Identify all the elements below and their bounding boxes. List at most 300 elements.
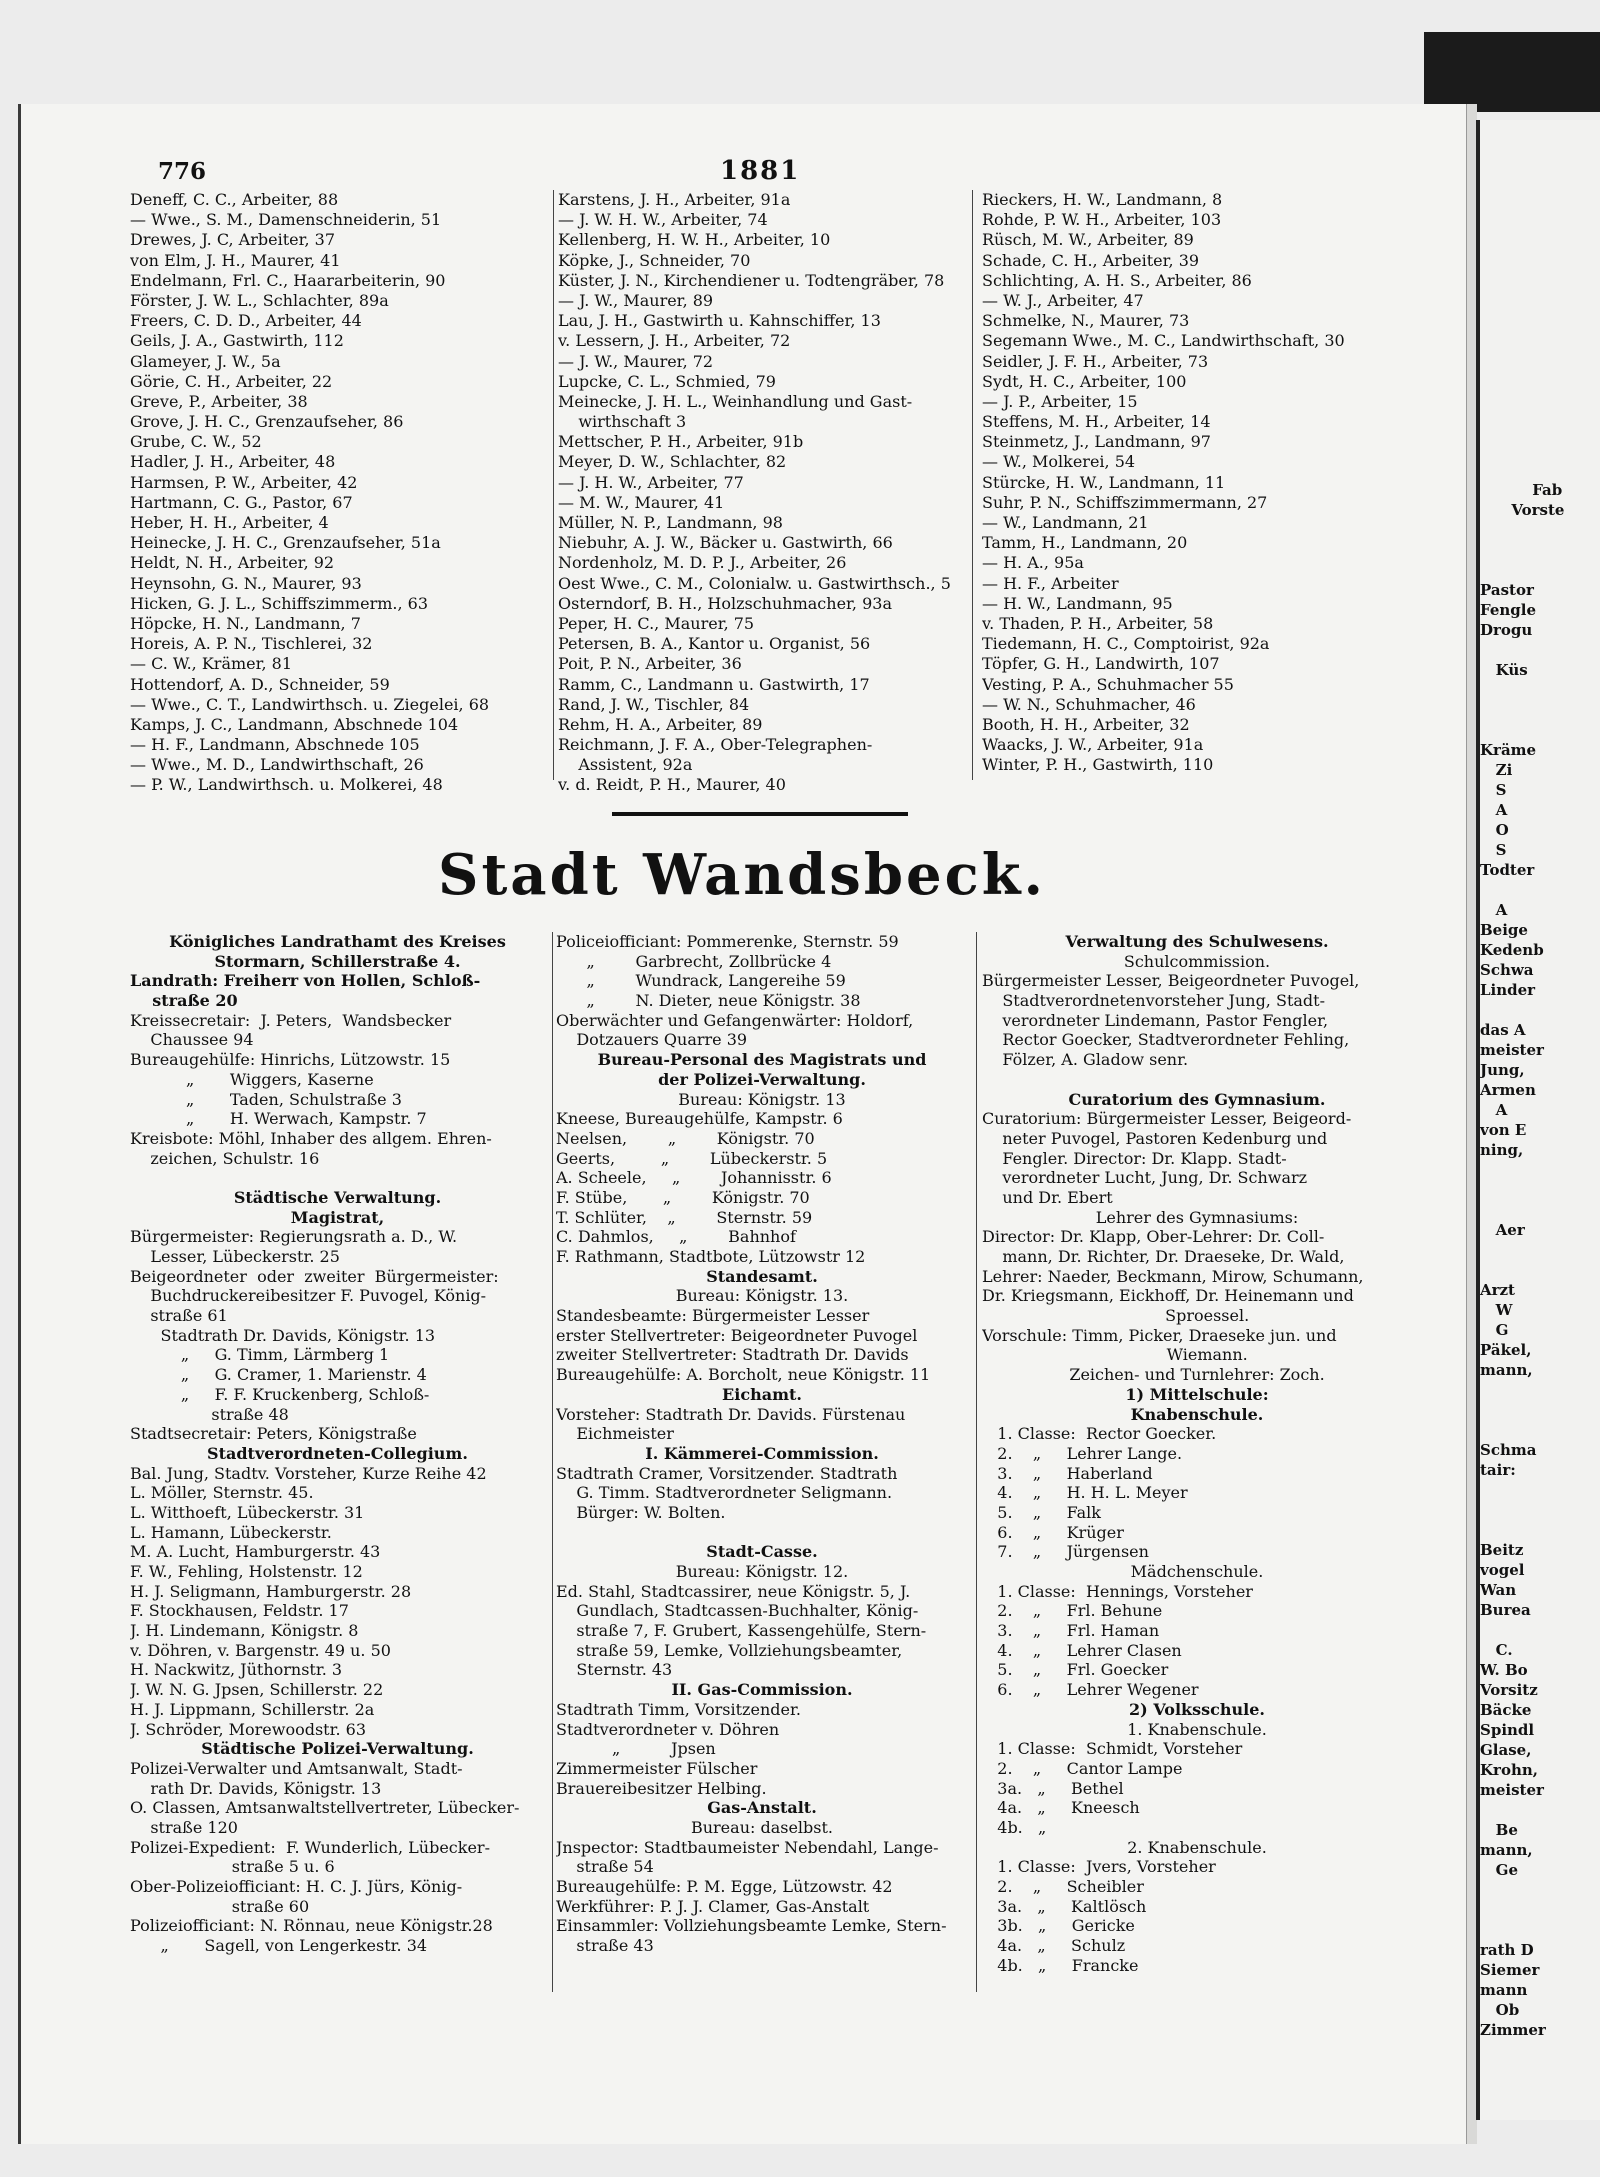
fragment-line xyxy=(1480,680,1600,700)
office-entry: Geerts, „ Lübeckerstr. 5 xyxy=(556,1148,828,1168)
directory-entry: v. Lessern, J. H., Arbeiter, 72 xyxy=(558,331,791,351)
office-entry: H. J. Lippmann, Schillerstr. 2a xyxy=(130,1699,375,1719)
office-entry: Eichmeister xyxy=(556,1424,674,1444)
fragment-line: A xyxy=(1480,801,1508,819)
fragment-line: Jung, xyxy=(1480,1061,1525,1079)
office-entry: 1. Classe: Schmidt, Vorsteher xyxy=(982,1739,1243,1759)
section-title: Stadt Wandsbeck. xyxy=(438,842,1046,908)
directory-entry: Oest Wwe., C. M., Colonialw. u. Gastwirthsch., 5 xyxy=(558,573,951,593)
directory-entry: Heldt, N. H., Arbeiter, 92 xyxy=(130,553,335,573)
fragment-line xyxy=(1480,520,1600,540)
directory-entry: Vesting, P. A., Schuhmacher 55 xyxy=(982,674,1234,694)
office-entry: H. J. Seligmann, Hamburgerstr. 28 xyxy=(130,1581,412,1601)
office-entry: G. Timm. Stadtverordneter Seligmann. xyxy=(556,1483,893,1503)
directory-entry: Peper, H. C., Maurer, 75 xyxy=(558,613,755,633)
directory-column-3 xyxy=(982,190,1412,775)
directory-entry: Lupcke, C. L., Schmied, 79 xyxy=(558,371,776,391)
office-entry: 4a. „ Schulz xyxy=(982,1936,1126,1956)
fragment-line: vogel xyxy=(1480,1561,1525,1579)
directory-entry: Heber, H. H., Arbeiter, 4 xyxy=(130,513,329,532)
fragment-line: S xyxy=(1480,781,1507,799)
subheading: Mädchenschule. xyxy=(1130,1562,1264,1581)
fragment-line xyxy=(1480,400,1600,420)
office-entry: J. H. Lindemann, Königstr. 8 xyxy=(130,1621,359,1641)
directory-entry: Tiedemann, H. C., Comptoirist, 92a xyxy=(982,634,1270,654)
fragment-line: Armen xyxy=(1480,1081,1536,1099)
office-entry: 4. „ H. H. L. Meyer xyxy=(982,1483,1188,1503)
directory-entry: von Elm, J. H., Maurer, 41 xyxy=(130,250,341,270)
office-entry xyxy=(556,1523,968,1543)
directory-entry: Kellenberg, H. W. H., Arbeiter, 10 xyxy=(558,230,831,250)
fragment-line: das A xyxy=(1480,1021,1526,1039)
office-entry: straße 61 xyxy=(130,1306,228,1326)
office-entry: L. Möller, Sternstr. 45. xyxy=(130,1483,314,1503)
office-entry: H. Nackwitz, Jüthornstr. 3 xyxy=(130,1660,343,1680)
office-entry: „ Wiggers, Kaserne xyxy=(130,1069,374,1089)
fragment-line: meister xyxy=(1480,1041,1544,1059)
directory-entry: Küster, J. N., Kirchendiener u. Todtengräber, 78 xyxy=(558,270,945,290)
fragment-line xyxy=(1480,320,1600,340)
office-entry: Bal. Jung, Stadtv. Vorsteher, Kurze Reihe 42 xyxy=(130,1463,487,1483)
directory-entry: — P. W., Landwirthsch. u. Molkerei, 48 xyxy=(130,775,443,795)
office-entry: O. Classen, Amtsanwaltstellvertreter, Lübecker- xyxy=(130,1798,520,1818)
fragment-line xyxy=(1480,1180,1600,1200)
office-entry: Werkführer: P. J. J. Clamer, Gas-Anstalt xyxy=(556,1896,870,1916)
office-entry: 4b. „ Francke xyxy=(982,1955,1139,1975)
section-heading: der Polizei-Verwaltung. xyxy=(658,1069,866,1089)
fragment-line xyxy=(1480,1260,1600,1280)
directory-entry: Steffens, M. H., Arbeiter, 14 xyxy=(982,412,1211,432)
subheading: Wiemann. xyxy=(1146,1345,1248,1365)
fragment-line xyxy=(1480,240,1600,260)
office-entry: M. A. Lucht, Hamburgerstr. 43 xyxy=(130,1542,381,1562)
fragment-line: Zimmer xyxy=(1480,2021,1546,2039)
office-entry: Brauereibesitzer Helbing. xyxy=(556,1778,767,1798)
directory-entry: Winter, P. H., Gastwirth, 110 xyxy=(982,755,1214,775)
directory-entry: Grube, C. W., 52 xyxy=(130,432,262,452)
office-entry: Polizeiofficiant: N. Rönnau, neue Königstr.28 xyxy=(130,1916,493,1936)
office-entry xyxy=(130,1168,545,1188)
directory-entry: Meinecke, J. H. L., Weinhandlung und Gast- xyxy=(558,391,913,411)
directory-entry: Ramm, C., Landmann u. Gastwirth, 17 xyxy=(558,674,870,694)
fragment-line xyxy=(1480,220,1600,240)
office-entry: Jnspector: Stadtbaumeister Nebendahl, Lange- xyxy=(556,1837,939,1857)
directory-entry: Rand, J. W., Tischler, 84 xyxy=(558,694,750,714)
office-entry: 4. „ Lehrer Clasen xyxy=(982,1640,1182,1660)
office-entry: Fölzer, A. Gladow senr. xyxy=(982,1050,1189,1070)
office-entry: mann, Dr. Richter, Dr. Draeseke, Dr. Wald, xyxy=(982,1247,1345,1266)
office-entry: „ N. Dieter, neue Königstr. 38 xyxy=(556,991,861,1011)
office-entry: Director: Dr. Klapp, Ober-Lehrer: Dr. Coll- xyxy=(982,1227,1325,1247)
office-entry: 5. „ Frl. Goecker xyxy=(982,1660,1169,1680)
office-entry: 6. „ Lehrer Wegener xyxy=(982,1680,1199,1700)
directory-entry: Schmelke, N., Maurer, 73 xyxy=(982,311,1190,331)
fragment-line: W. Bo xyxy=(1480,1661,1528,1679)
fragment-line: rath D xyxy=(1480,1941,1534,1959)
office-entry: „ Jpsen xyxy=(556,1739,716,1759)
directory-entry: — W. J., Arbeiter, 47 xyxy=(982,290,1144,310)
subheading: Bureau: Königstr. 13. xyxy=(675,1286,849,1306)
column-rule xyxy=(972,190,973,780)
directory-entry: Osterndorf, B. H., Holzschuhmacher, 93a xyxy=(558,593,892,613)
fragment-line: Siemer xyxy=(1480,1961,1540,1979)
directory-entry: — Wwe., C. T., Landwirthsch. u. Ziegelei, 68 xyxy=(130,694,490,714)
directory-entry: Höpcke, H. N., Landmann, 7 xyxy=(130,613,361,633)
fragment-line: Kedenb xyxy=(1480,941,1544,959)
office-entry: straße 20 xyxy=(130,991,238,1011)
fragment-line: von E xyxy=(1480,1121,1527,1139)
office-entry: Dotzauers Quarre 39 xyxy=(556,1030,748,1050)
office-entry: „ Sagell, von Lengerkestr. 34 xyxy=(130,1936,428,1956)
office-entry: Bureaugehülfe: A. Borcholt, neue Königstr. 11 xyxy=(556,1365,931,1385)
fragment-line xyxy=(1480,720,1600,740)
directory-entry: Mettscher, P. H., Arbeiter, 91b xyxy=(558,432,804,452)
office-entry: „ Wundrack, Langereihe 59 xyxy=(556,971,846,991)
directory-entry: — H. F., Arbeiter xyxy=(982,573,1119,593)
office-entry: Stadtrath Timm, Vorsitzender. xyxy=(556,1699,801,1719)
subheading: Bureau: Königstr. 12. xyxy=(675,1562,849,1581)
office-entry: Kreissecretair: J. Peters, Wandsbecker xyxy=(130,1010,452,1030)
fragment-line xyxy=(1480,420,1600,440)
directory-entry: — J. H. W., Arbeiter, 77 xyxy=(558,472,744,492)
section-heading: Königliches Landrathamt des Kreises xyxy=(169,932,506,951)
directory-entry: — W., Landmann, 21 xyxy=(982,513,1149,532)
fragment-line xyxy=(1480,1880,1600,1900)
office-entry: v. Döhren, v. Bargenstr. 49 u. 50 xyxy=(130,1640,391,1660)
office-entry: Oberwächter und Gefangenwärter: Holdorf, xyxy=(556,1010,914,1030)
office-entry: Ober-Polizeiofficiant: H. C. J. Jürs, König- xyxy=(130,1877,463,1896)
directory-column-1 xyxy=(130,190,555,796)
directory-column-2 xyxy=(558,190,958,796)
directory-entry: Stürcke, H. W., Landmann, 11 xyxy=(982,472,1226,492)
office-entry: „ Garbrecht, Zollbrücke 4 xyxy=(556,951,832,971)
directory-entry: — J. W., Maurer, 72 xyxy=(558,351,714,371)
directory-entry: — J. W. H. W., Arbeiter, 74 xyxy=(558,210,768,230)
office-entry: 1. Classe: Hennings, Vorsteher xyxy=(982,1581,1253,1601)
directory-entry: Hottendorf, A. D., Schneider, 59 xyxy=(130,674,390,694)
office-entry: Gundlach, Stadtcassen-Buchhalter, König- xyxy=(556,1601,919,1621)
fragment-line: mann xyxy=(1480,1981,1528,1999)
directory-entry: Schlichting, A. H. S., Arbeiter, 86 xyxy=(982,270,1252,290)
fragment-line: ning, xyxy=(1480,1141,1524,1159)
directory-entry: Sydt, H. C., Arbeiter, 100 xyxy=(982,371,1187,391)
office-entry: straße 43 xyxy=(556,1936,654,1956)
section-heading: Stormarn, Schillerstraße 4. xyxy=(214,951,461,971)
office-entry: Fengler. Director: Dr. Klapp. Stadt- xyxy=(982,1148,1287,1168)
fragment-line: mann, xyxy=(1480,1361,1533,1379)
fragment-line xyxy=(1480,160,1600,180)
directory-entry: Hicken, G. J. L., Schiffszimmerm., 63 xyxy=(130,593,428,613)
office-entry: Polizei-Verwalter und Amtsanwalt, Stadt- xyxy=(130,1758,463,1778)
fragment-line xyxy=(1480,280,1600,300)
fragment-line xyxy=(1480,1520,1600,1540)
office-entry: zweiter Stellvertreter: Stadtrath Dr. Davids xyxy=(556,1345,909,1365)
office-entry: straße 5 u. 6 xyxy=(130,1857,335,1877)
office-entry: Ed. Stahl, Stadtcassirer, neue Königstr. 5, J. xyxy=(556,1581,911,1601)
fragment-line: Schwa xyxy=(1480,961,1534,979)
fragment-line xyxy=(1480,460,1600,480)
directory-entry: Hartmann, C. G., Pastor, 67 xyxy=(130,492,353,512)
section-heading: Eichamt. xyxy=(722,1384,802,1404)
office-entry: 7. „ Jürgensen xyxy=(982,1542,1149,1562)
directory-entry: — W., Molkerei, 54 xyxy=(982,452,1136,472)
column-rule xyxy=(553,190,554,780)
fragment-line: S xyxy=(1480,841,1507,859)
directory-entry: Heynsohn, G. N., Maurer, 93 xyxy=(130,573,362,593)
fragment-line: C. xyxy=(1480,1641,1513,1659)
fragment-line xyxy=(1480,880,1600,900)
adjacent-page-fragment xyxy=(1476,120,1600,2120)
subheading: Bureau: daselbst. xyxy=(690,1817,834,1837)
office-entry: straße 54 xyxy=(556,1857,654,1877)
office-entry: L. Hamann, Lübeckerstr. xyxy=(130,1522,332,1542)
fragment-line xyxy=(1480,300,1600,320)
fragment-line: Fengle xyxy=(1480,601,1537,619)
directory-entry: Seidler, J. F. H., Arbeiter, 73 xyxy=(982,351,1209,371)
fragment-line: A xyxy=(1480,1101,1508,1119)
directory-entry: Assistent, 92a xyxy=(558,755,693,775)
office-entry: rath Dr. Davids, Königstr. 13 xyxy=(130,1778,382,1798)
office-entry: F. Rathmann, Stadtbote, Lützowstr 12 xyxy=(556,1247,866,1266)
fragment-line: Beitz xyxy=(1480,1541,1524,1559)
fragment-line xyxy=(1480,1380,1600,1400)
directory-entry: — M. W., Maurer, 41 xyxy=(558,492,725,512)
office-entry: 4a. „ Kneesch xyxy=(982,1798,1140,1818)
directory-entry: Greve, P., Arbeiter, 38 xyxy=(130,391,308,411)
section-heading: Bureau-Personal des Magistrats und xyxy=(597,1050,927,1070)
column-rule xyxy=(976,932,977,1992)
subheading: 1. Knabenschule. xyxy=(1127,1719,1267,1739)
office-entry: Dr. Kriegsmann, Eickhoff, Dr. Heinemann und xyxy=(982,1286,1354,1306)
fragment-line: Spindl xyxy=(1480,1721,1535,1739)
office-entry: Standesbeamte: Bürgermeister Lesser xyxy=(556,1306,870,1326)
office-entry: Kreisbote: Möhl, Inhaber des allgem. Ehren- xyxy=(130,1128,492,1148)
office-entry: Bürgermeister: Regierungsrath a. D., W. xyxy=(130,1227,458,1247)
office-entry: 6. „ Krüger xyxy=(982,1522,1124,1542)
fragment-line: Wan xyxy=(1480,1581,1517,1599)
fragment-line: Bäcke xyxy=(1480,1701,1532,1719)
office-entry: Vorsteher: Stadtrath Dr. Davids. Fürstenau xyxy=(556,1404,906,1424)
directory-entry: Endelmann, Frl. C., Haararbeiterin, 90 xyxy=(130,270,446,290)
subheading: Bureau: Königstr. 13 xyxy=(678,1089,846,1109)
fragment-line: W xyxy=(1480,1301,1513,1319)
admin-column-2 xyxy=(556,932,968,1956)
fragment-line xyxy=(1480,1900,1600,1920)
office-entry: Rector Goecker, Stadtverordneter Fehling, xyxy=(982,1030,1350,1050)
office-entry: F. W., Fehling, Holstenstr. 12 xyxy=(130,1562,363,1581)
directory-entry: Rieckers, H. W., Landmann, 8 xyxy=(982,190,1223,209)
directory-entry: Görie, C. H., Arbeiter, 22 xyxy=(130,371,333,391)
directory-entry: — Wwe., S. M., Damenschneiderin, 51 xyxy=(130,210,442,230)
fragment-line: meister xyxy=(1480,1781,1544,1799)
office-entry: Stadtrath Cramer, Vorsitzender. Stadtrath xyxy=(556,1463,898,1483)
fragment-line: Krohn, xyxy=(1480,1761,1538,1779)
fragment-line xyxy=(1480,1240,1600,1260)
fragment-line xyxy=(1480,1420,1600,1440)
fragment-line: Ob xyxy=(1480,2001,1520,2019)
office-entry: T. Schlüter, „ Sternstr. 59 xyxy=(556,1207,813,1227)
directory-entry: Petersen, B. A., Kantor u. Organist, 56 xyxy=(558,634,871,654)
directory-entry: Steinmetz, J., Landmann, 97 xyxy=(982,432,1211,452)
section-heading: Verwaltung des Schulwesens. xyxy=(1065,932,1329,951)
fragment-line: G xyxy=(1480,1321,1509,1339)
office-entry: straße 7, F. Grubert, Kassengehülfe, Stern- xyxy=(556,1621,927,1641)
office-entry: „ H. Werwach, Kampstr. 7 xyxy=(130,1109,427,1129)
office-entry: J. W. N. G. Jpsen, Schillerstr. 22 xyxy=(130,1680,384,1700)
fragment-line: Drogu xyxy=(1480,621,1533,639)
directory-entry: Deneff, C. C., Arbeiter, 88 xyxy=(130,190,339,209)
directory-entry: Hadler, J. H., Arbeiter, 48 xyxy=(130,452,336,472)
fragment-line: Fab xyxy=(1480,481,1563,499)
fragment-line: Päkel, xyxy=(1480,1341,1532,1359)
directory-entry: v. Thaden, P. H., Arbeiter, 58 xyxy=(982,613,1214,633)
office-entry: „ Taden, Schulstraße 3 xyxy=(130,1089,402,1109)
directory-entry: — W. N., Schuhmacher, 46 xyxy=(982,694,1196,714)
scan-edge-bar xyxy=(1424,32,1600,112)
office-entry: Stadtsecretair: Peters, Königstraße xyxy=(130,1424,417,1444)
directory-entry: — Wwe., M. D., Landwirthschaft, 26 xyxy=(130,755,424,775)
directory-entry: Harmsen, P. W., Arbeiter, 42 xyxy=(130,472,358,492)
office-entry: 2. „ Scheibler xyxy=(982,1877,1144,1896)
fragment-line: Be xyxy=(1480,1821,1518,1839)
fragment-line xyxy=(1480,380,1600,400)
fragment-line xyxy=(1480,640,1600,660)
office-entry: Stadtrath Dr. Davids, Königstr. 13 xyxy=(130,1325,436,1345)
fragment-line xyxy=(1480,1800,1600,1820)
section-heading: 2) Volksschule. xyxy=(1129,1699,1265,1719)
fragment-line: Schma xyxy=(1480,1441,1537,1459)
fragment-line: Beige xyxy=(1480,921,1528,939)
directory-entry: Booth, H. H., Arbeiter, 32 xyxy=(982,714,1190,734)
fragment-line xyxy=(1480,560,1600,580)
section-heading: Städtische Polizei-Verwaltung. xyxy=(201,1739,474,1759)
directory-entry: Nordenholz, M. D. P. J., Arbeiter, 26 xyxy=(558,553,847,573)
office-entry: Stadtverordnetenvorsteher Jung, Stadt- xyxy=(982,991,1325,1011)
section-heading: I. Kämmerei-Commission. xyxy=(645,1443,879,1463)
subheading: Zeichen- und Turnlehrer: Zoch. xyxy=(1069,1365,1325,1385)
directory-entry: Kamps, J. C., Landmann, Abschnede 104 xyxy=(130,714,459,734)
fragment-line xyxy=(1480,440,1600,460)
fragment-line xyxy=(1480,140,1600,160)
directory-entry: Grove, J. H. C., Grenzaufseher, 86 xyxy=(130,412,404,432)
fragment-line xyxy=(1480,1500,1600,1520)
office-entry xyxy=(982,1070,1412,1090)
fragment-line xyxy=(1480,180,1600,200)
office-entry: „ F. F. Kruckenberg, Schloß- xyxy=(130,1384,430,1404)
office-entry: zeichen, Schulstr. 16 xyxy=(130,1148,320,1168)
office-entry: verordneter Lucht, Jung, Dr. Schwarz xyxy=(982,1168,1308,1188)
fragment-line: Arzt xyxy=(1480,1281,1515,1299)
fragment-line: Küs xyxy=(1480,661,1528,679)
office-entry: Chaussee 94 xyxy=(130,1030,254,1050)
directory-entry: Köpke, J., Schneider, 70 xyxy=(558,250,751,270)
fragment-line: Vorste xyxy=(1480,501,1565,519)
office-entry: Sternstr. 43 xyxy=(556,1660,673,1680)
fragment-line xyxy=(1480,1160,1600,1180)
office-entry: Zimmermeister Fülscher xyxy=(556,1758,758,1778)
office-entry: A. Scheele, „ Johannisstr. 6 xyxy=(556,1168,832,1188)
section-heading: Magistrat, xyxy=(290,1207,385,1227)
office-entry: 1. Classe: Rector Goecker. xyxy=(982,1424,1217,1444)
office-entry: neter Puvogel, Pastoren Kedenburg und xyxy=(982,1128,1328,1148)
office-entry: C. Dahmlos, „ Bahnhof xyxy=(556,1227,796,1247)
fragment-line xyxy=(1480,1920,1600,1940)
directory-entry: Lau, J. H., Gastwirth u. Kahnschiffer, 13 xyxy=(558,311,881,331)
subheading: 2. Knabenschule. xyxy=(1127,1837,1267,1857)
office-entry: Einsammler: Vollziehungsbeamte Lemke, Stern- xyxy=(556,1916,947,1936)
fragment-line: O xyxy=(1480,821,1509,839)
fragment-line: tair: xyxy=(1480,1461,1516,1479)
directory-entry: Meyer, D. W., Schlachter, 82 xyxy=(558,452,787,472)
fragment-line xyxy=(1480,700,1600,720)
directory-entry: — H. F., Landmann, Abschnede 105 xyxy=(130,735,420,755)
fragment-line xyxy=(1480,540,1600,560)
fragment-line xyxy=(1480,1400,1600,1420)
office-entry: 3. „ Haberland xyxy=(982,1463,1153,1483)
directory-entry: — H. A., 95a xyxy=(982,553,1084,573)
office-entry: Buchdruckereibesitzer F. Puvogel, König- xyxy=(130,1286,487,1306)
fragment-line: Linder xyxy=(1480,981,1536,999)
office-entry: L. Witthoeft, Lübeckerstr. 31 xyxy=(130,1502,365,1522)
page-number: 776 xyxy=(158,158,207,185)
office-entry: 2. „ Lehrer Lange. xyxy=(982,1443,1183,1463)
subheading: Schulcommission. xyxy=(1123,951,1271,971)
directory-entry: Rehm, H. A., Arbeiter, 89 xyxy=(558,714,763,734)
office-entry: verordneter Lindemann, Pastor Fengler, xyxy=(982,1010,1329,1030)
office-entry: Lehrer: Naeder, Beckmann, Mirow, Schumann, xyxy=(982,1266,1364,1286)
directory-entry: Reichmann, J. F. A., Ober-Telegraphen- xyxy=(558,735,873,755)
fragment-line: Burea xyxy=(1480,1601,1531,1619)
section-heading: Standesamt. xyxy=(706,1266,818,1286)
office-entry: Stadtverordneter v. Döhren xyxy=(556,1719,780,1739)
section-heading: Curatorium des Gymnasium. xyxy=(1068,1089,1326,1109)
office-entry: 4b. „ xyxy=(982,1817,1047,1837)
fragment-line: A xyxy=(1480,901,1508,919)
office-entry: Kneese, Bureaugehülfe, Kampstr. 6 xyxy=(556,1109,843,1129)
directory-entry: Rohde, P. W. H., Arbeiter, 103 xyxy=(982,210,1222,230)
directory-entry: Tamm, H., Landmann, 20 xyxy=(982,533,1188,553)
fragment-line xyxy=(1480,120,1600,140)
office-entry: straße 120 xyxy=(130,1817,238,1837)
directory-entry: Segemann Wwe., M. C., Landwirthschaft, 30 xyxy=(982,331,1345,351)
office-entry: straße 48 xyxy=(130,1404,289,1424)
office-entry: 3b. „ Gericke xyxy=(982,1916,1135,1936)
office-entry: J. Schröder, Morewoodstr. 63 xyxy=(130,1719,367,1739)
office-entry: 3a. „ Kaltlösch xyxy=(982,1896,1147,1916)
fragment-line: mann, xyxy=(1480,1841,1533,1859)
fragment-line: Ge xyxy=(1480,1861,1519,1879)
fragment-line xyxy=(1480,360,1600,380)
office-entry: 2. „ Cantor Lampe xyxy=(982,1758,1183,1778)
directory-entry: — J. P., Arbeiter, 15 xyxy=(982,391,1138,411)
directory-entry: Rüsch, M. W., Arbeiter, 89 xyxy=(982,230,1194,250)
column-rule xyxy=(552,932,553,1992)
fragment-line xyxy=(1480,1200,1600,1220)
fragment-line xyxy=(1480,1480,1600,1500)
directory-entry: Poit, P. N., Arbeiter, 36 xyxy=(558,654,742,674)
fragment-line: Pastor xyxy=(1480,581,1534,599)
fragment-line: Glase, xyxy=(1480,1741,1532,1759)
office-entry: Bureaugehülfe: P. M. Egge, Lützowstr. 42 xyxy=(556,1877,893,1896)
directory-entry: Drewes, J. C, Arbeiter, 37 xyxy=(130,230,336,250)
fragment-line: Vorsitz xyxy=(1480,1681,1538,1699)
office-entry: Bürger: W. Bolten. xyxy=(556,1502,726,1522)
subheading: Lehrer des Gymnasiums: xyxy=(1095,1207,1299,1227)
running-head-year: 1881 xyxy=(720,156,801,186)
directory-entry: — H. W., Landmann, 95 xyxy=(982,593,1173,613)
directory-entry: Suhr, P. N., Schiffszimmermann, 27 xyxy=(982,492,1268,512)
directory-entry: Förster, J. W. L., Schlachter, 89a xyxy=(130,290,389,310)
